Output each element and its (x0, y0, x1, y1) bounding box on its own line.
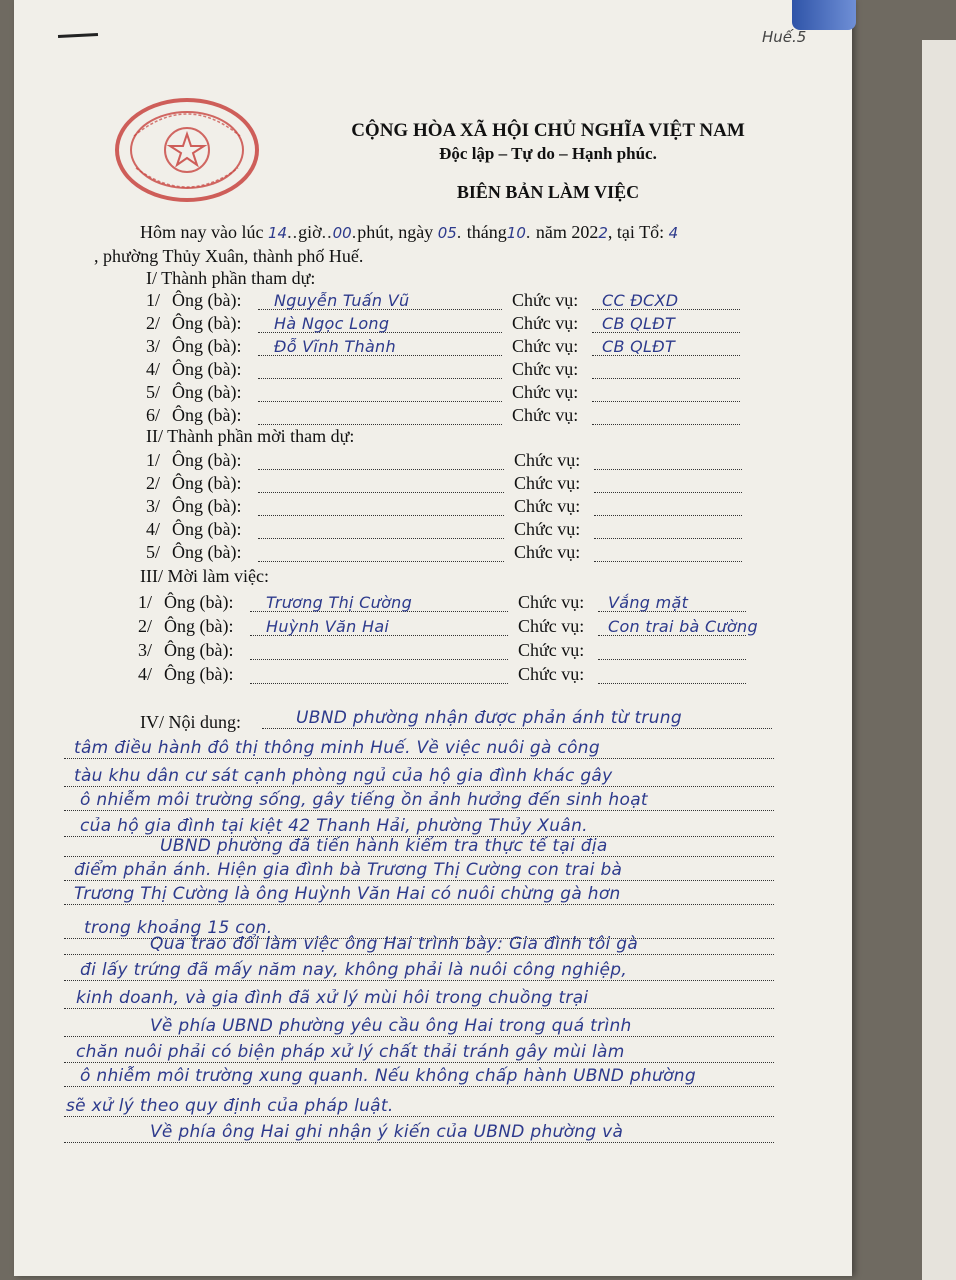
person-label: Ông (bà): (172, 473, 242, 493)
content-line: của hộ gia đình tại kiệt 42 Thanh Hải, phường Thủy Xuân. (80, 816, 588, 836)
person-label: Ông (bà): (172, 382, 242, 402)
content-line: UBND phường đã tiến hành kiểm tra thực tế tại địa (160, 836, 608, 856)
document-header-title: CỘNG HÒA XÃ HỘI CHỦ NGHĨA VIỆT NAM (351, 120, 745, 141)
row-number: 2/ (146, 473, 161, 493)
content-dotted-line (64, 1086, 774, 1087)
position-label: Chức vụ: (518, 664, 585, 684)
position-dotted-line (598, 659, 746, 660)
position-dotted-line (592, 378, 740, 379)
position-label: Chức vụ: (514, 473, 581, 493)
intro-line: Hôm nay vào lúc 14..giờ..00.phút, ngày 05. tháng10. năm 2022, tại Tổ: 4 (140, 222, 679, 242)
intro-line-2: , phường Thủy Xuân, thành phố Huế. (94, 246, 364, 266)
content-line: ô nhiễm môi trường sống, gây tiếng ồn ảnh hưởng đến sinh hoạt (80, 790, 648, 810)
person-label: Ông (bà): (164, 616, 234, 636)
position-value: Vắng mặt (608, 593, 689, 612)
content-line: chăn nuôi phải có biện pháp xử lý chất thải tránh gây mùi làm (76, 1042, 625, 1062)
position-label: Chức vụ: (518, 640, 585, 660)
position-value: CB QLĐT (602, 314, 676, 333)
to-value: 4 (668, 224, 679, 242)
name-dotted-line (258, 378, 502, 379)
person-label: Ông (bà): (172, 542, 242, 562)
content-line: sẽ xử lý theo quy định của pháp luật. (66, 1096, 394, 1116)
person-label: Ông (bà): (172, 313, 242, 333)
content-dotted-line (64, 1142, 774, 1143)
row-number: 1/ (138, 592, 153, 612)
row-number: 4/ (146, 519, 161, 539)
person-label: Ông (bà): (172, 336, 242, 356)
row-number: 3/ (146, 496, 161, 516)
person-label: Ông (bà): (164, 664, 234, 684)
name-dotted-line (258, 492, 504, 493)
position-label: Chức vụ: (512, 313, 579, 333)
row-number: 2/ (146, 313, 161, 333)
person-label: Ông (bà): (172, 519, 242, 539)
intro-text: , tại Tổ: (607, 222, 665, 242)
row-number: 3/ (146, 336, 161, 356)
background-paper (922, 40, 956, 1280)
row-number: 5/ (146, 382, 161, 402)
pen-cap (792, 0, 856, 30)
position-label: Chức vụ: (514, 450, 581, 470)
row-number: 4/ (138, 664, 153, 684)
name-dotted-line (258, 424, 502, 425)
position-dotted-line (592, 401, 740, 402)
person-name: Hà Ngọc Long (274, 314, 390, 333)
corner-note: Huế.5 (762, 28, 807, 46)
content-line: đi lấy trứng đã mấy năm nay, không phải là nuôi công nghiệp, (80, 960, 628, 980)
row-number: 1/ (146, 450, 161, 470)
section-2-heading: II/ Thành phần mời tham dự: (146, 426, 355, 446)
content-dotted-line (64, 1008, 774, 1009)
position-label: Chức vụ: (512, 405, 579, 425)
content-line: tâm điều hành đô thị thông minh Huế. Về việc nuôi gà công (74, 738, 600, 758)
section-4-heading: IV/ Nội dung: (140, 712, 241, 732)
person-name: Huỳnh Văn Hai (266, 617, 390, 636)
position-value: Con trai bà Cường (608, 617, 758, 636)
document-title: BIÊN BẢN LÀM VIỆC (456, 182, 640, 202)
content-line: Trương Thị Cường là ông Huỳnh Văn Hai có nuôi chừng gà hơn (74, 884, 621, 904)
name-dotted-line (258, 561, 504, 562)
content-line: điểm phản ánh. Hiện gia đình bà Trương Thị Cường con trai bà (74, 860, 623, 880)
section-1-heading: I/ Thành phần tham dự: (146, 268, 316, 288)
person-name: Đỗ Vĩnh Thành (274, 337, 396, 356)
person-label: Ông (bà): (164, 592, 234, 612)
name-dotted-line (258, 515, 504, 516)
content-dotted-line (64, 810, 774, 811)
row-number: 5/ (146, 542, 161, 562)
position-label: Chức vụ: (514, 496, 581, 516)
content-line: Về phía UBND phường yêu cầu ông Hai trong quá trình (150, 1016, 632, 1036)
content-line: tàu khu dân cư sát cạnh phòng ngủ của hộ gia đình khác gây (74, 766, 613, 786)
position-dotted-line (594, 538, 742, 539)
position-dotted-line (594, 469, 742, 470)
content-dotted-line (262, 728, 772, 729)
position-dotted-line (598, 683, 746, 684)
position-label: Chức vụ: (518, 592, 585, 612)
position-label: Chức vụ: (512, 290, 579, 310)
row-number: 2/ (138, 616, 153, 636)
position-label: Chức vụ: (518, 616, 585, 636)
position-label: Chức vụ: (514, 542, 581, 562)
position-dotted-line (594, 492, 742, 493)
hour-value: 14 (267, 224, 288, 242)
content-dotted-line (64, 904, 774, 905)
position-label: Chức vụ: (514, 519, 581, 539)
year-value: 2 (598, 224, 608, 242)
content-dotted-line (64, 786, 774, 787)
position-label: Chức vụ: (512, 382, 579, 402)
person-label: Ông (bà): (172, 450, 242, 470)
position-value: CB QLĐT (602, 337, 676, 356)
name-dotted-line (258, 401, 502, 402)
person-label: Ông (bà): (172, 405, 242, 425)
row-number: 6/ (146, 405, 161, 425)
content-line: ô nhiễm môi trường xung quanh. Nếu không chấp hành UBND phường (80, 1066, 696, 1086)
content-dotted-line (64, 856, 774, 857)
day-value: 05 (437, 224, 457, 242)
intro-text: tháng (466, 222, 507, 242)
row-number: 4/ (146, 359, 161, 379)
content-line: kinh doanh, và gia đình đã xử lý mùi hôi trong chuồng trại (76, 988, 589, 1008)
document-header-motto: Độc lập – Tự do – Hạnh phúc. (439, 144, 657, 163)
position-label: Chức vụ: (512, 336, 579, 356)
content-dotted-line (64, 980, 774, 981)
row-number: 1/ (146, 290, 161, 310)
intro-text: Hôm nay vào lúc (140, 222, 264, 242)
name-dotted-line (258, 469, 504, 470)
position-dotted-line (594, 515, 742, 516)
person-label: Ông (bà): (172, 290, 242, 310)
person-label: Ông (bà): (164, 640, 234, 660)
intro-text: phút, ngày (357, 222, 434, 242)
content-dotted-line (64, 880, 774, 881)
person-label: Ông (bà): (172, 496, 242, 516)
person-name: Trương Thị Cường (266, 593, 413, 612)
position-value: CC ĐCXD (602, 291, 679, 310)
month-value: 10 (506, 224, 526, 242)
content-dotted-line (64, 954, 774, 955)
content-dotted-line (64, 758, 774, 759)
content-dotted-line (64, 1062, 774, 1063)
minute-value: 00 (332, 224, 352, 242)
person-name: Nguyễn Tuấn Vũ (274, 291, 410, 310)
position-label: Chức vụ: (512, 359, 579, 379)
name-dotted-line (258, 538, 504, 539)
position-dotted-line (592, 424, 740, 425)
content-line: trong khoảng 15 con. (84, 918, 273, 938)
intro-text: năm 202 (535, 222, 599, 242)
content-line: Qua trao đổi làm việc ông Hai trình bày: Gia đình tôi gà (150, 934, 639, 954)
intro-text: giờ (298, 222, 322, 242)
content-dotted-line (64, 1116, 774, 1117)
content-dotted-line (64, 1036, 774, 1037)
name-dotted-line (250, 683, 508, 684)
row-number: 3/ (138, 640, 153, 660)
content-line: Về phía ông Hai ghi nhận ý kiến của UBND phường và (150, 1122, 624, 1142)
content-line: UBND phường nhận được phản ánh từ trung (296, 708, 682, 728)
section-3-heading: III/ Mời làm việc: (140, 566, 269, 586)
person-label: Ông (bà): (172, 359, 242, 379)
name-dotted-line (250, 659, 508, 660)
position-dotted-line (594, 561, 742, 562)
